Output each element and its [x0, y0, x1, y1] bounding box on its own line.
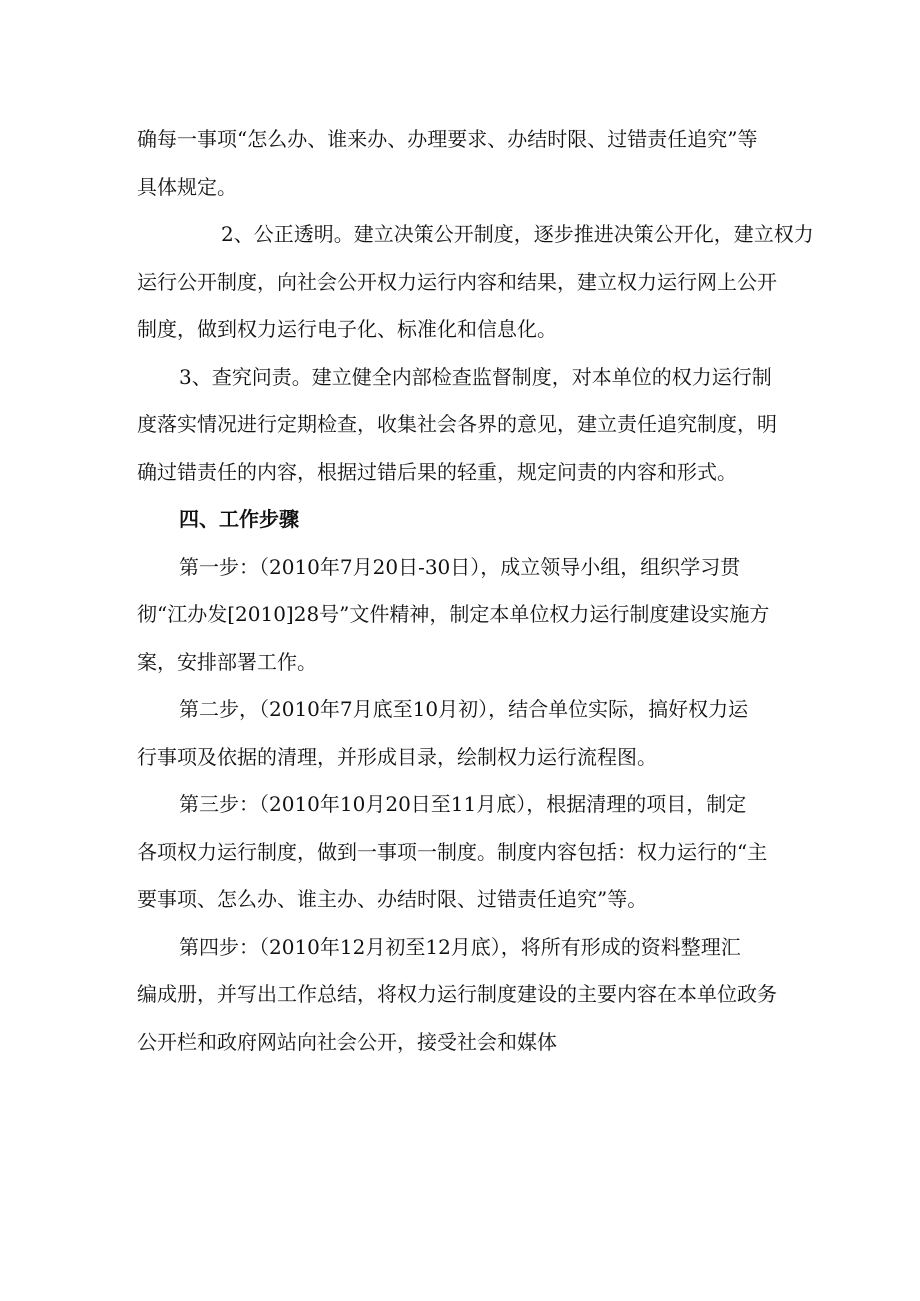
text-line: 行事项及依据的清理，并形成目录，绘制权力运行流程图。: [137, 744, 657, 769]
paragraph-step-one: [137, 544, 785, 687]
text-line: 确过错责任的内容，根据过错后果的轻重，规定问责的内容和形式。: [137, 459, 737, 484]
text-line: 编成册，并写出工作总结，将权力运行制度建设的主要内容在本单位政务: [137, 982, 777, 1006]
paragraph-fairness-transparency: [137, 211, 814, 354]
text-line: 第四步：（2010年12月初至12月底），将所有形成的资料整理汇: [179, 934, 741, 959]
text-line: 确每一事项“怎么办、谁来办、办理要求、办结时限、过错责任追究”等: [137, 127, 758, 151]
text-line: 运行公开制度，向社会公开权力运行内容和结果，建立权力运行网上公开: [137, 269, 777, 294]
text-line: 案，安排部署工作。: [137, 649, 317, 674]
paragraph-step-two: [137, 686, 785, 781]
document-body: [137, 116, 814, 1066]
paragraph-step-four: [137, 924, 785, 1067]
text-line: 第一步：（2010年7月20日-30日），成立领导小组，组织学习贯: [179, 554, 741, 579]
text-line: 公开栏和政府网站向社会公开，接受社会和媒体: [137, 1029, 557, 1054]
text-line: 第二步，（2010年7月底至10月初），结合单位实际，搞好权力运: [179, 697, 749, 721]
heading-text: 四、工作步骤: [179, 507, 299, 531]
text-line: 要事项、怎么办、谁主办、办结时限、过错责任追究”等。: [137, 887, 648, 911]
text-line: 2、公正透明。建立决策公开制度，逐步推进决策公开化，建立权力: [221, 222, 814, 246]
text-line: 度落实情况进行定期检查，收集社会各界的意见，建立责任追究制度，明: [137, 412, 777, 436]
text-line: 制度，做到权力运行电子化、标准化和信息化。: [137, 317, 557, 341]
text-line: 3、查究问责。建立健全内部检查监督制度，对本单位的权力运行制: [179, 364, 772, 389]
text-line: 各项权力运行制度，做到一事项一制度。制度内容包括：权力运行的“主: [137, 839, 768, 864]
text-line: 具体规定。: [137, 174, 237, 199]
paragraph-continuation: [137, 116, 785, 211]
text-line: 彻“江办发[2010]28号”文件精神，制定本单位权力运行制度建设实施方: [137, 602, 770, 626]
paragraph-accountability: [137, 354, 785, 497]
section-heading-work-steps: [137, 496, 785, 544]
paragraph-step-three: [137, 781, 785, 924]
text-line: 第三步：（2010年10月20日至11月底），根据清理的项目，制定: [179, 792, 747, 816]
